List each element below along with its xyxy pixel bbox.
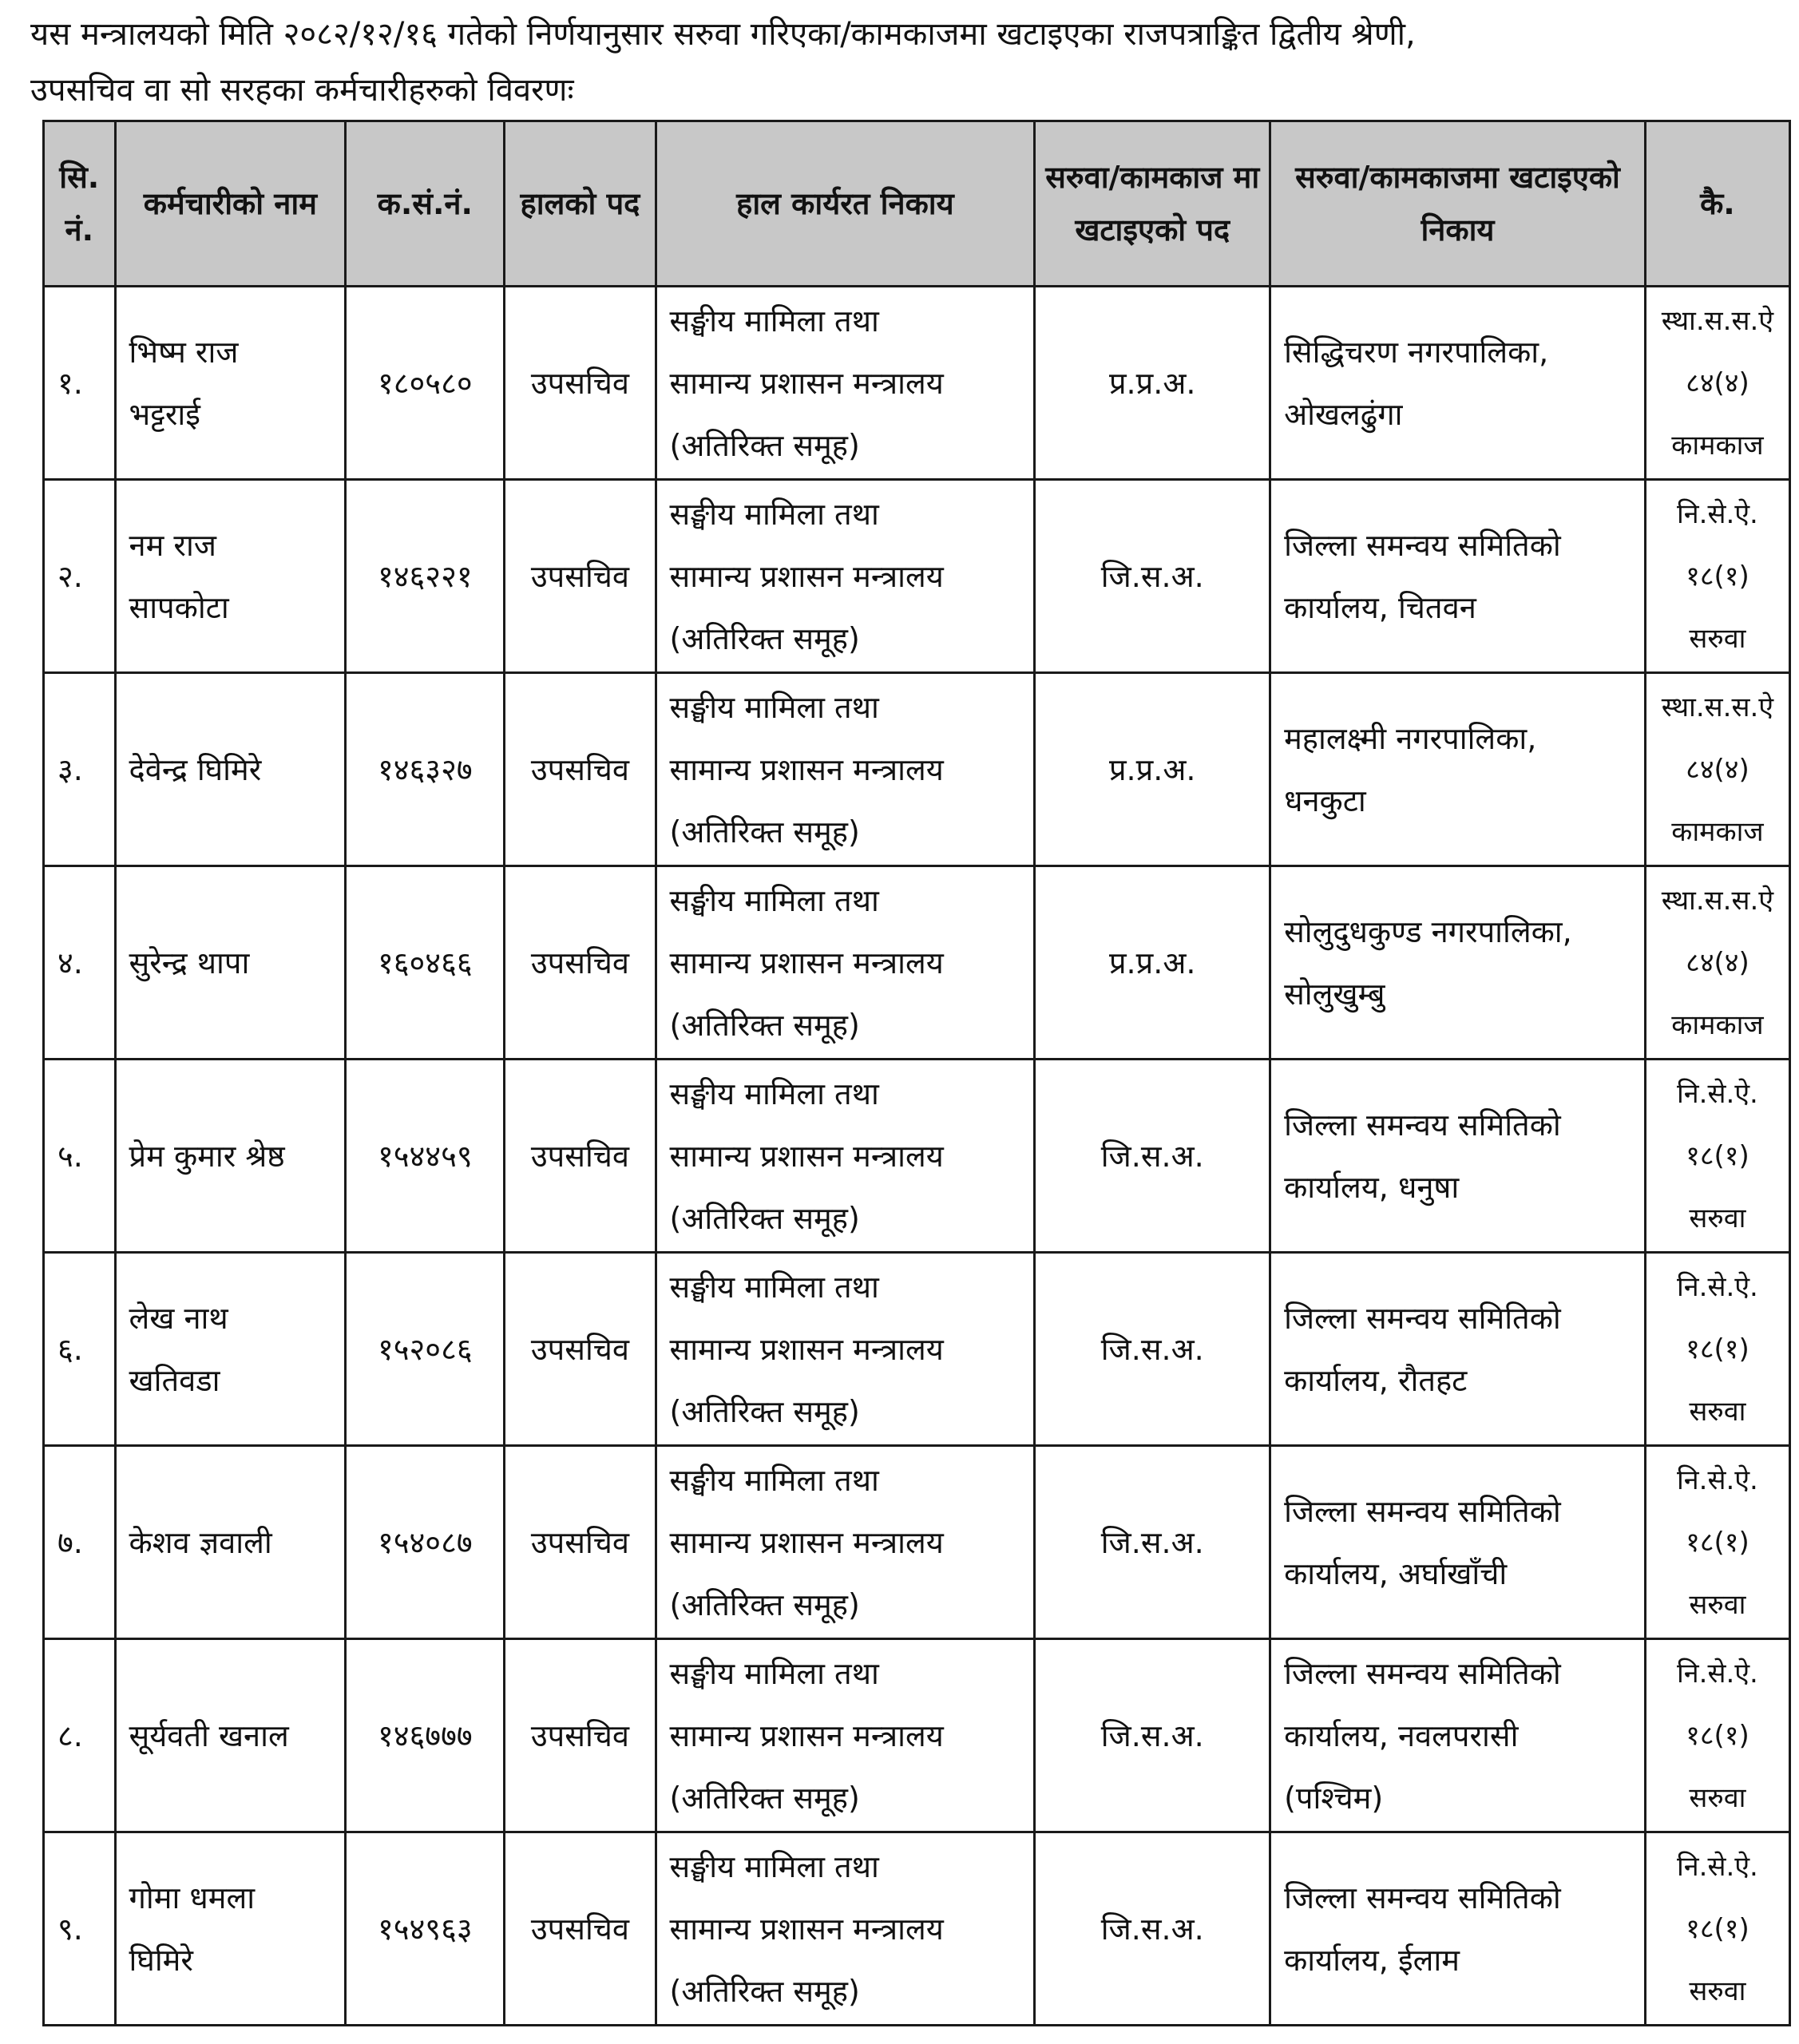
table-row — [44, 1832, 1790, 2026]
cell-remark-line: नि.से.ऐ. — [1676, 1270, 1758, 1303]
header-remark: कै. — [1645, 121, 1789, 287]
table-row — [44, 1253, 1790, 1446]
cell-remark — [1645, 673, 1789, 866]
cell-new-org — [1270, 1253, 1646, 1446]
cell-name — [115, 1832, 346, 2026]
cell-remark — [1645, 866, 1789, 1060]
cell-name — [115, 1060, 346, 1253]
cell-new-org-line: जिल्ला समन्वय समितिको — [1284, 1880, 1561, 1915]
cell-office — [656, 1832, 1035, 2026]
cell-name-line: सूर्यवती खनाल — [129, 1717, 289, 1753]
cell-sn: ३. — [44, 673, 116, 866]
cell-new-org — [1270, 287, 1646, 480]
cell-post: उपसचिव — [505, 1253, 656, 1446]
cell-remark-line: ८४(४) — [1686, 366, 1749, 399]
cell-office-line: सामान्य प्रशासन मन्त्रालय — [669, 558, 944, 594]
cell-new-post: प्र.प्र.अ. — [1035, 866, 1270, 1060]
cell-remark-line: १८(१) — [1686, 1526, 1749, 1559]
cell-remark-line: ८४(४) — [1686, 753, 1749, 786]
cell-name — [115, 1446, 346, 1639]
cell-new-org-line: कार्यालय, ईलाम — [1284, 1942, 1460, 1978]
cell-office-line: सङ्घीय मामिला तथा — [669, 1075, 879, 1111]
cell-remark-line: सरुवा — [1689, 1781, 1746, 1814]
cell-name-line: देवेन्द्र घिमिरे — [129, 751, 262, 787]
cell-office-line: (अतिरिक्त समूह) — [669, 1200, 860, 1236]
cell-new-org-line: कार्यालय, नवलपरासी — [1284, 1717, 1519, 1753]
cell-name-line: गोमा धमला — [129, 1880, 256, 1915]
cell-remark-line: ८४(४) — [1686, 946, 1749, 979]
cell-new-org — [1270, 1639, 1646, 1832]
cell-new-org-line: सोलुखुम्बु — [1284, 976, 1385, 1012]
cell-remark-line: स्था.स.स.ऐ — [1661, 691, 1774, 723]
cell-new-org — [1270, 673, 1646, 866]
cell-office-line: (अतिरिक्त समूह) — [669, 427, 860, 463]
cell-office-line: (अतिरिक्त समूह) — [669, 1586, 860, 1622]
cell-new-org-line: कार्यालय, चितवन — [1284, 589, 1476, 625]
cell-post: उपसचिव — [505, 1446, 656, 1639]
cell-sn: १. — [44, 287, 116, 480]
cell-new-org-line: जिल्ला समन्वय समितिको — [1284, 1107, 1561, 1143]
cell-office-line: सङ्घीय मामिला तथा — [669, 496, 879, 532]
cell-post: उपसचिव — [505, 1639, 656, 1832]
cell-sn: ९. — [44, 1832, 116, 2026]
cell-remark — [1645, 1060, 1789, 1253]
cell-name — [115, 287, 346, 480]
cell-office-line: सामान्य प्रशासन मन्त्रालय — [669, 1717, 944, 1753]
cell-name-line: भिष्म राज — [129, 334, 239, 370]
cell-office-line: (अतिरिक्त समूह) — [669, 1007, 860, 1043]
cell-name — [115, 866, 346, 1060]
cell-new-org-line: महालक्ष्मी नगरपालिका, — [1284, 720, 1537, 756]
cell-new-org — [1270, 1446, 1646, 1639]
cell-remark — [1645, 1253, 1789, 1446]
cell-new-post: जि.स.अ. — [1035, 1253, 1270, 1446]
table-body — [44, 287, 1790, 2026]
cell-remark-line: सरुवा — [1689, 1202, 1746, 1234]
cell-office-line: (अतिरिक्त समूह) — [669, 814, 860, 850]
cell-new-org-line: कार्यालय, रौतहट — [1284, 1362, 1468, 1398]
cell-remark-line: १८(१) — [1686, 1912, 1749, 1945]
cell-remark — [1645, 1832, 1789, 2026]
cell-new-post: प्र.प्र.अ. — [1035, 287, 1270, 480]
cell-remark-line: कामकाज — [1671, 1008, 1764, 1041]
cell-remark-line: नि.से.ऐ. — [1676, 1077, 1758, 1110]
cell-code: १४६७७७ — [346, 1639, 505, 1832]
header-new-org: सरुवा/कामकाजमा खटाइएको निकाय — [1270, 121, 1646, 287]
cell-new-org-line: जिल्ला समन्वय समितिको — [1284, 1493, 1561, 1529]
cell-office-line: सामान्य प्रशासन मन्त्रालय — [669, 751, 944, 787]
cell-office — [656, 1639, 1035, 1832]
cell-remark-line: सरुवा — [1689, 1588, 1746, 1621]
cell-sn: ४. — [44, 866, 116, 1060]
cell-new-post: जि.स.अ. — [1035, 1832, 1270, 2026]
cell-new-org — [1270, 1060, 1646, 1253]
cell-office — [656, 673, 1035, 866]
cell-new-org — [1270, 866, 1646, 1060]
table-row — [44, 866, 1790, 1060]
intro-line-1: यस मन्त्रालयको मिति २०८२/१२/१६ गतेको निर्णयानुसार सरुवा गरिएका/कामकाजमा खटाइएका राजपत्राङ्कित द्वितीय श्रेणी, — [30, 16, 1416, 53]
cell-post: उपसचिव — [505, 287, 656, 480]
cell-code: १५४४५९ — [346, 1060, 505, 1253]
cell-name-line: सापकोटा — [129, 589, 229, 625]
header-office: हाल कार्यरत निकाय — [656, 121, 1035, 287]
cell-post: उपसचिव — [505, 480, 656, 673]
header-new-post: सरुवा/कामकाज मा खटाइएको पद — [1035, 121, 1270, 287]
cell-new-post: जि.स.अ. — [1035, 480, 1270, 673]
table-row — [44, 287, 1790, 480]
cell-sn: ८. — [44, 1639, 116, 1832]
header-sn: सि. नं. — [44, 121, 116, 287]
cell-office-line: (अतिरिक्त समूह) — [669, 1393, 860, 1429]
cell-sn: २. — [44, 480, 116, 673]
cell-remark — [1645, 1446, 1789, 1639]
cell-post: उपसचिव — [505, 866, 656, 1060]
staff-table — [42, 120, 1791, 2026]
cell-office-line: सङ्घीय मामिला तथा — [669, 689, 879, 725]
cell-code: १८०५८० — [346, 287, 505, 480]
cell-sn: ६. — [44, 1253, 116, 1446]
cell-office — [656, 866, 1035, 1060]
cell-new-org — [1270, 480, 1646, 673]
cell-office-line: सङ्घीय मामिला तथा — [669, 1848, 879, 1884]
table-header-row — [44, 121, 1790, 287]
cell-new-post: जि.स.अ. — [1035, 1060, 1270, 1253]
cell-name-line: भट्टराई — [129, 396, 200, 432]
cell-office — [656, 1253, 1035, 1446]
cell-remark-line: १८(१) — [1686, 1719, 1749, 1752]
cell-office — [656, 287, 1035, 480]
cell-name-line: नम राज — [129, 527, 217, 563]
cell-post: उपसचिव — [505, 1060, 656, 1253]
cell-remark — [1645, 480, 1789, 673]
cell-code: १५४०८७ — [346, 1446, 505, 1639]
cell-code: १५४९६३ — [346, 1832, 505, 2026]
table-row — [44, 673, 1790, 866]
cell-remark-line: सरुवा — [1689, 622, 1746, 655]
cell-name — [115, 1253, 346, 1446]
cell-office-line: (अतिरिक्त समूह) — [669, 1780, 860, 1816]
cell-new-org-line: धनकुटा — [1284, 782, 1366, 818]
cell-new-org-line: कार्यालय, अर्घाखाँची — [1284, 1555, 1508, 1591]
table-row — [44, 1446, 1790, 1639]
cell-code: १४६३२७ — [346, 673, 505, 866]
cell-office — [656, 480, 1035, 673]
cell-remark-line: स्था.स.स.ऐ — [1661, 304, 1774, 337]
cell-office — [656, 1060, 1035, 1253]
cell-new-org-line: जिल्ला समन्वय समितिको — [1284, 527, 1561, 563]
cell-new-org-line: (पश्चिम) — [1284, 1780, 1384, 1816]
cell-office-line: सङ्घीय मामिला तथा — [669, 1269, 879, 1305]
cell-office-line: (अतिरिक्त समूह) — [669, 620, 860, 656]
cell-remark — [1645, 287, 1789, 480]
header-post: हालको पद — [505, 121, 656, 287]
cell-office-line: सङ्घीय मामिला तथा — [669, 882, 879, 918]
cell-sn: ७. — [44, 1446, 116, 1639]
cell-remark-line: १८(१) — [1686, 560, 1749, 592]
cell-name — [115, 673, 346, 866]
cell-office-line: सामान्य प्रशासन मन्त्रालय — [669, 365, 944, 401]
cell-code: १४६२२१ — [346, 480, 505, 673]
cell-new-org-line: सिद्धिचरण नगरपालिका, — [1284, 334, 1549, 370]
table-row — [44, 480, 1790, 673]
cell-office-line: (अतिरिक्त समूह) — [669, 1973, 860, 2009]
cell-new-org-line: जिल्ला समन्वय समितिको — [1284, 1655, 1561, 1691]
cell-code: १५२०८६ — [346, 1253, 505, 1446]
header-code: क.सं.नं. — [346, 121, 505, 287]
intro-line-2: उपसचिव वा सो सरहका कर्मचारीहरुको विवरणः — [30, 72, 574, 109]
cell-office-line: सङ्घीय मामिला तथा — [669, 303, 879, 339]
cell-office-line: सङ्घीय मामिला तथा — [669, 1655, 879, 1691]
cell-remark-line: १८(१) — [1686, 1333, 1749, 1365]
cell-name — [115, 1639, 346, 1832]
cell-remark-line: कामकाज — [1671, 815, 1764, 848]
cell-new-org-line: सोलुदुधकुण्ड नगरपालिका, — [1284, 913, 1572, 949]
cell-remark-line: स्था.स.स.ऐ — [1661, 884, 1774, 917]
intro-paragraph — [30, 6, 1771, 118]
cell-remark-line: नि.से.ऐ. — [1676, 1657, 1758, 1689]
cell-new-org-line: ओखलढुंगा — [1284, 396, 1403, 432]
cell-new-post: प्र.प्र.अ. — [1035, 673, 1270, 866]
cell-remark-line: कामकाज — [1671, 429, 1764, 461]
cell-name-line: सुरेन्द्र थापा — [129, 945, 250, 980]
cell-office-line: सामान्य प्रशासन मन्त्रालय — [669, 945, 944, 980]
cell-code: १६०४६६ — [346, 866, 505, 1060]
cell-remark-line: नि.से.ऐ. — [1676, 497, 1758, 530]
cell-remark-line: सरुवा — [1689, 1395, 1746, 1428]
cell-remark-line: सरुवा — [1689, 1975, 1746, 2007]
cell-remark-line: नि.से.ऐ. — [1676, 1850, 1758, 1883]
cell-office-line: सामान्य प्रशासन मन्त्रालय — [669, 1331, 944, 1367]
table-row — [44, 1639, 1790, 1832]
cell-office-line: सङ्घीय मामिला तथा — [669, 1462, 879, 1498]
header-name: कर्मचारीको नाम — [115, 121, 346, 287]
cell-new-org — [1270, 1832, 1646, 2026]
cell-office-line: सामान्य प्रशासन मन्त्रालय — [669, 1911, 944, 1947]
cell-remark — [1645, 1639, 1789, 1832]
cell-name-line: खतिवडा — [129, 1362, 220, 1398]
cell-remark-line: १८(१) — [1686, 1139, 1749, 1172]
cell-new-post: जि.स.अ. — [1035, 1639, 1270, 1832]
cell-new-org-line: जिल्ला समन्वय समितिको — [1284, 1300, 1561, 1336]
cell-office-line: सामान्य प्रशासन मन्त्रालय — [669, 1138, 944, 1174]
cell-name-line: लेख नाथ — [129, 1300, 228, 1336]
table-row — [44, 1060, 1790, 1253]
cell-new-post: जि.स.अ. — [1035, 1446, 1270, 1639]
cell-post: उपसचिव — [505, 1832, 656, 2026]
cell-name-line: प्रेम कुमार श्रेष्ठ — [129, 1138, 285, 1174]
cell-name-line: केशव ज्ञवाली — [129, 1524, 272, 1560]
cell-name — [115, 480, 346, 673]
cell-name-line: घिमिरे — [129, 1942, 193, 1978]
cell-sn: ५. — [44, 1060, 116, 1253]
cell-new-org-line: कार्यालय, धनुषा — [1284, 1169, 1460, 1205]
cell-office — [656, 1446, 1035, 1639]
cell-post: उपसचिव — [505, 673, 656, 866]
cell-remark-line: नि.से.ऐ. — [1676, 1464, 1758, 1496]
cell-office-line: सामान्य प्रशासन मन्त्रालय — [669, 1524, 944, 1560]
